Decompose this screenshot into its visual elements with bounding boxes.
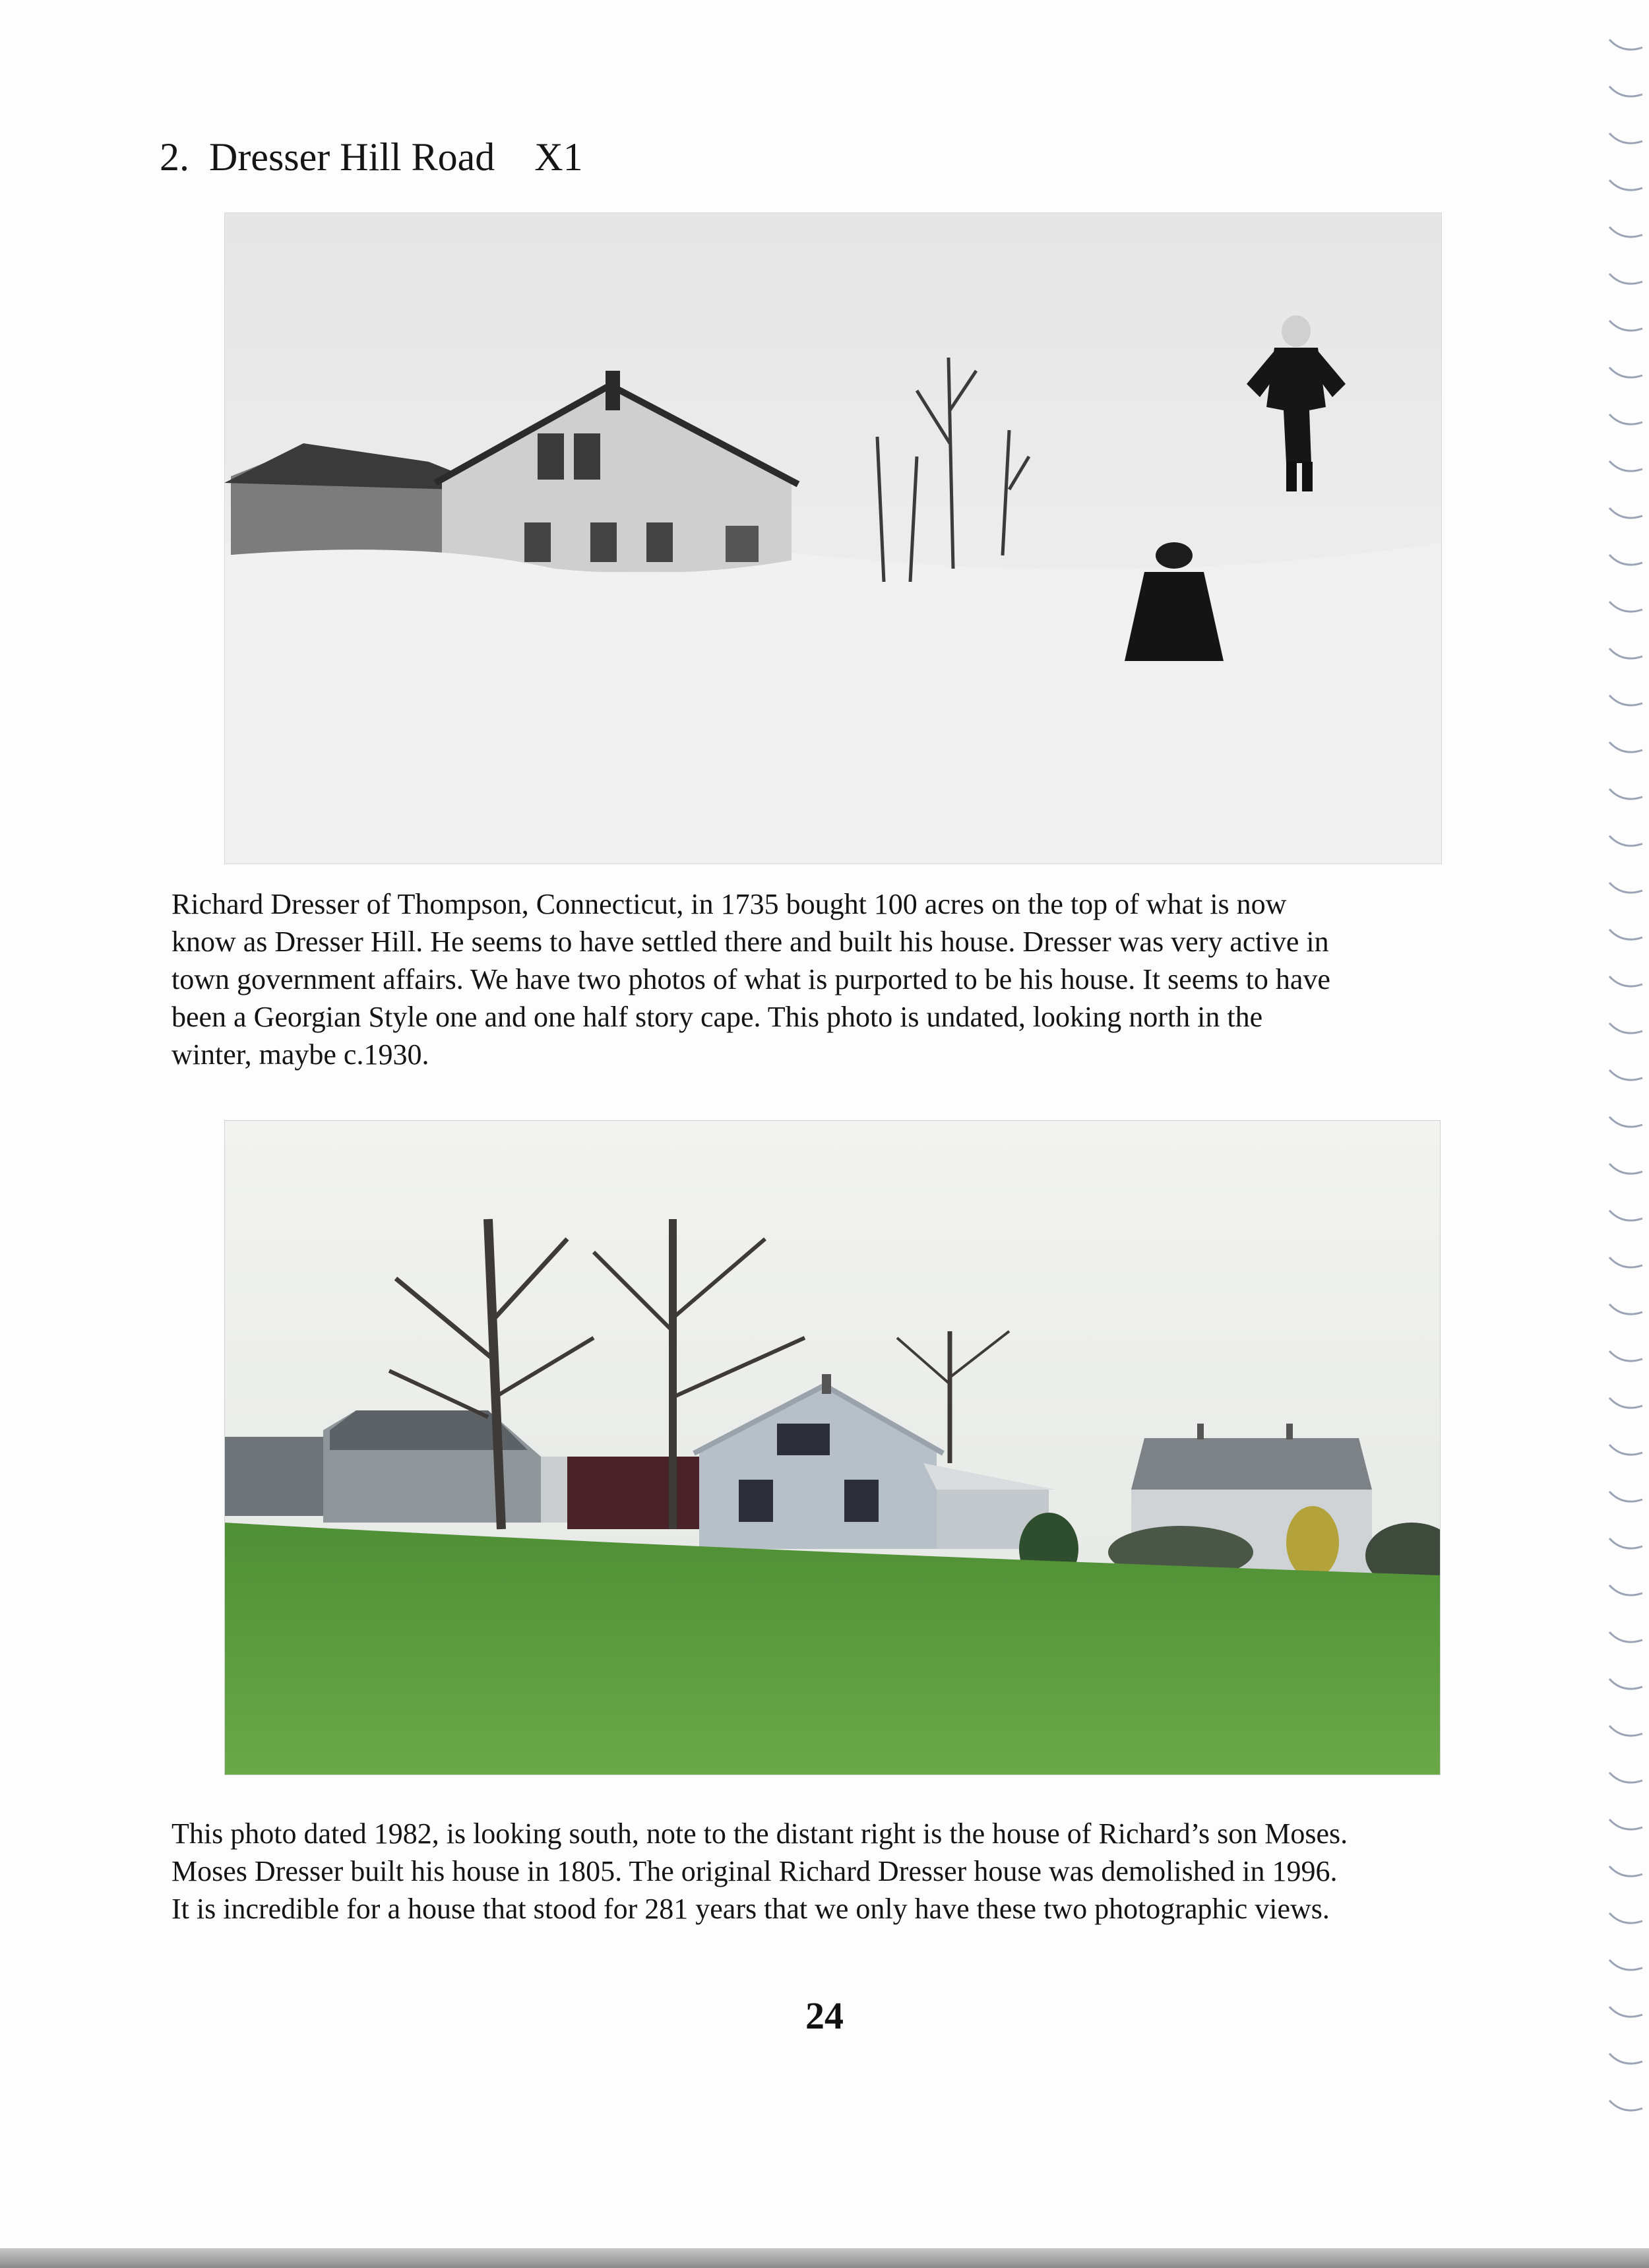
winter-photo-drawing (224, 212, 1442, 864)
binding-hole (1609, 2100, 1642, 2110)
house-window (590, 522, 617, 562)
binding-hole (1609, 1679, 1642, 1689)
scan-edge (0, 2248, 1649, 2268)
house-window (538, 433, 564, 480)
binding-hole (1609, 1819, 1642, 1829)
binding-hole (1609, 1304, 1642, 1314)
chimney (606, 371, 620, 410)
lower-window (739, 1480, 773, 1522)
binding-hole (1609, 461, 1642, 471)
yellow-tree (1286, 1506, 1339, 1579)
binding-hole (1609, 1632, 1642, 1642)
binding-hole (1609, 508, 1642, 518)
binding-hole (1609, 1585, 1642, 1595)
binding-hole (1609, 1351, 1642, 1361)
page-number: 24 (805, 1994, 844, 2037)
house-window (574, 433, 600, 480)
house-window (646, 522, 673, 562)
binding-hole (1609, 321, 1642, 331)
binding-hole (1609, 414, 1642, 424)
house-window (726, 526, 759, 562)
red-house (567, 1457, 699, 1529)
binding-hole (1609, 1023, 1642, 1033)
page-heading: 2. Dresser Hill Road X1 (160, 135, 583, 179)
binding-drawing (1603, 26, 1649, 2137)
binding-hole (1609, 648, 1642, 658)
caption-line: know as Dresser Hill. He seems to have settled there and built his house. Dresser was very active in (171, 926, 1329, 958)
spiral-binding-holes (1603, 26, 1649, 2137)
distant-chimney (1286, 1424, 1293, 1439)
color-house-photo (224, 1120, 1441, 1775)
lower-window (844, 1480, 879, 1522)
binding-hole (1609, 1866, 1642, 1876)
caption-line: town government affairs. We have two photos of what is purported to be his house. It seems to have (171, 963, 1330, 995)
binding-hole (1609, 742, 1642, 752)
left-barn (224, 1437, 336, 1516)
distant-chimney (1197, 1424, 1204, 1439)
binding-hole (1609, 40, 1642, 49)
binding-hole (1609, 1257, 1642, 1267)
binding-hole (1609, 1070, 1642, 1080)
binding-hole (1609, 2054, 1642, 2063)
binding-hole (1609, 929, 1642, 939)
binding-hole (1609, 227, 1642, 237)
caption-line: This photo dated 1982, is looking south, note to the distant right is the house of Richard’s son Moses. (171, 1817, 1348, 1850)
binding-hole (1609, 274, 1642, 284)
first-photo-caption (171, 885, 1491, 1073)
binding-hole (1609, 2007, 1642, 2017)
winter-house-photo (224, 212, 1442, 864)
binding-hole (1609, 555, 1642, 565)
binding-hole (1609, 976, 1642, 986)
caption-line: Richard Dresser of Thompson, Connecticut, in 1735 bought 100 acres on the top of what is now (171, 888, 1287, 920)
caption-line: been a Georgian Style one and one half story cape. This photo is undated, looking north in the (171, 1001, 1263, 1033)
upper-windows (777, 1424, 830, 1455)
binding-hole (1609, 1773, 1642, 1782)
binding-hole (1609, 789, 1642, 799)
binding-hole (1609, 367, 1642, 377)
binding-hole (1609, 695, 1642, 705)
binding-hole (1609, 1913, 1642, 1923)
binding-hole (1609, 1164, 1642, 1174)
caption-line: winter, maybe c.1930. (171, 1038, 429, 1071)
binding-hole (1609, 1960, 1642, 1970)
binding-hole (1609, 180, 1642, 190)
binding-hole (1609, 1538, 1642, 1548)
second-photo-caption (171, 1815, 1491, 1928)
color-photo-drawing (224, 1120, 1441, 1775)
binding-hole (1609, 1211, 1642, 1220)
distant-house-roof (1131, 1438, 1372, 1490)
caption-line: Moses Dresser built his house in 1805. The original Richard Dresser house was demolished in 1996. (171, 1855, 1338, 1887)
binding-hole (1609, 1726, 1642, 1736)
main-house-chimney (822, 1374, 831, 1394)
binding-hole (1609, 1117, 1642, 1127)
house-window (524, 522, 551, 562)
caption-line: It is incredible for a house that stood for 281 years that we only have these two photographic views. (171, 1893, 1330, 1925)
binding-hole (1609, 1492, 1642, 1501)
binding-hole (1609, 836, 1642, 846)
binding-hole (1609, 602, 1642, 612)
binding-hole (1609, 883, 1642, 893)
binding-hole (1609, 1445, 1642, 1455)
binding-hole (1609, 133, 1642, 143)
binding-hole (1609, 1398, 1642, 1408)
binding-hole (1609, 86, 1642, 96)
